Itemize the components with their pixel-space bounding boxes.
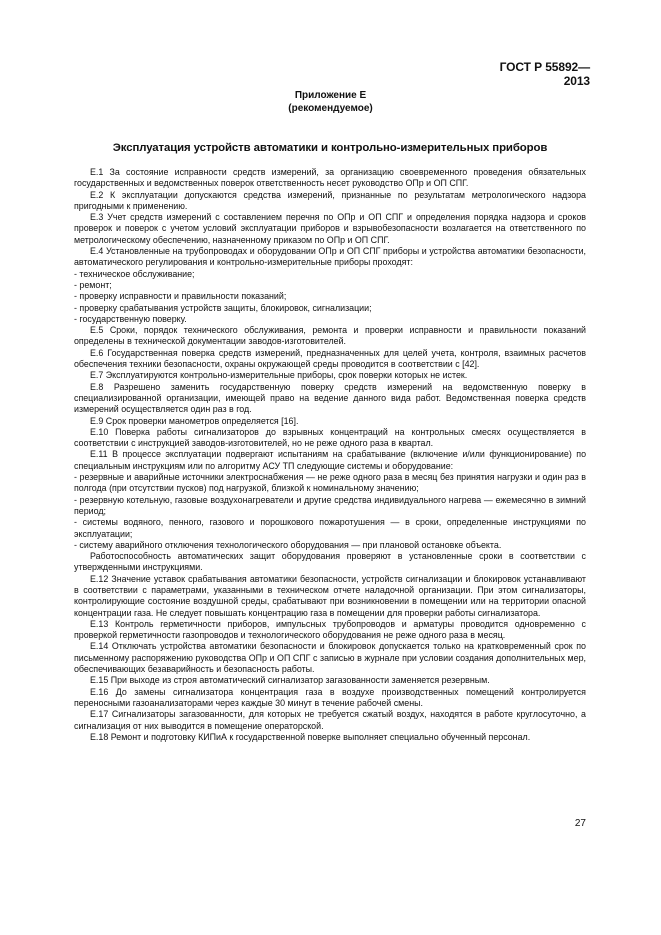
paragraph: Е.6 Государственная поверка средств измерений, предназначенных для целей учета, контроля, взаимных расчетов обеспечения техники безопасности, охраны окружающей среды проводится в соответствии с [42]. (74, 347, 586, 370)
body-text (74, 167, 586, 743)
list-item: - системы водяного, пенного, газового и порошкового пожаротушения — в сроки, определенные инструкциями по эксплуатации; (74, 517, 586, 539)
paragraph: Е.12 Значение уставок срабатывания автоматики безопасности, устройств сигнализации и блокировок устанавливают в соответствии с параметрами, указанными в техническом отчете наладочной организации. При этом сигнализаторы, контролирующие состояние воздушной среды, срабатывают при возникновении в помещении или на территории опасной концентрации газа. Не следует повышать концентрацию газа в помещении для проверки работы сигнализатора. (74, 573, 586, 618)
paragraph: Е.10 Поверка работы сигнализаторов до взрывных концентраций на контрольных смесях осуществляется в соответствии с инструкцией заводов-изготовителей, но не реже одного раза в квартал. (74, 426, 586, 449)
document-code: ГОСТ Р 55892—2013 (499, 60, 590, 88)
appendix-title: Приложение Е (294, 90, 367, 101)
list-item: - проверку срабатывания устройств защиты, блокировок, сигнализации; (74, 302, 372, 313)
paragraph: Е.15 При выходе из строя автоматический сигнализатор загазованности заменяется резервным. (90, 675, 490, 686)
section-title: Эксплуатация устройств автоматики и контрольно-измерительных приборов (112, 142, 548, 154)
paragraph: Е.11 В процессе эксплуатации подвергают испытаниям на срабатывание (включение и/или функционирование) по специальным инструкциям или по алгоритму АСУ ТП следующие системы и оборудование: (74, 449, 586, 471)
paragraph: Е.5 Сроки, порядок технического обслуживания, ремонта и проверки исправности и правильности показаний определены в технической документации заводов-изготовителей. (74, 325, 586, 347)
list-item: - государственную поверку. (74, 313, 187, 324)
list-item: - проверку исправности и правильности показаний; (74, 291, 287, 302)
paragraph: Е.9 Срок проверки манометров определяется [16]. (90, 415, 299, 426)
paragraph: Е.1 За состояние исправности средств измерений, за организацию своевременного проведения обязательных государственных и ведомственных поверок ответственность несет руководство ОПр и ОП СПГ. (74, 167, 586, 189)
paragraph: Е.14 Отключать устройства автоматики безопасности и блокировок допускается только на кратковременный срок по письменному распоряжению руководства ОПр и ОП СПГ с записью в журнале при условии создания дополнительных мер, обеспечивающих безаварийность и безопасность работы. (74, 641, 586, 675)
paragraph: Е.4 Установленные на трубопроводах и оборудовании ОПр и ОП СПГ приборы и устройства автоматики безопасности, автоматического регулирования и контрольно-измерительные приборы проходят: (74, 246, 586, 268)
page-number: 27 (574, 818, 586, 829)
appendix-note: (рекомендуемое) (288, 103, 373, 114)
paragraph: Е.3 Учет средств измерений с составлением перечня по ОПр и ОП СПГ и определения порядка надзора и сроков проверок и поверок с учетом условий эксплуатации приборов и взрывобезопасности возлагается на ответственного по метрологическому обеспечению, назначенному приказом по ОПр и ОП СПГ. (74, 212, 586, 245)
list-item: - систему аварийного отключения технологического оборудования — при плановой остановке объекта. (74, 539, 502, 550)
list-item: - резервную котельную, газовые воздухонагреватели и другие средства индивидуального нагрева — ежемесячно в зимний период; (74, 494, 586, 516)
paragraph: Е.8 Разрешено заменить государственную поверку средств измерений на ведомственную поверку в специализированной организации, имеющей право на ведение данного вида работ. Ведомственная поверка средств измерений осуществляется один раз в год. (74, 381, 586, 415)
paragraph: Е.2 К эксплуатации допускаются средства измерений, признанные по результатам метрологического надзора пригодными к применению. (74, 189, 586, 211)
paragraph: Е.17 Сигнализаторы загазованности, для которых не требуется сжатый воздух, находятся в работе круглосуточно, а сигнализация от них выводится в помещение операторской. (74, 709, 586, 731)
paragraph: Е.16 До замены сигнализатора концентрация газа в воздухе производственных помещений контролируется переносными газоанализаторами через каждые 30 минут в течение рабочей смены. (74, 686, 586, 708)
list-item: - резервные и аварийные источники электроснабжения — не реже одного раза в месяц без принятия нагрузки и один раз в полгода (при отсутствии пусков) под нагрузкой, близкой к номинальному значению; (74, 472, 586, 494)
paragraph: Е.7 Эксплуатируются контрольно-измерительные приборы, срок поверки которых не истек. (90, 370, 468, 381)
paragraph: Е.18 Ремонт и подготовку КИПиА к государственной поверке выполняет специально обученный персонал. (90, 731, 531, 742)
list-item: - техническое обслуживание; (74, 268, 195, 279)
paragraph: Е.13 Контроль герметичности приборов, импульсных трубопроводов и арматуры проводится одновременно с проверкой герметичности газопроводов и технологического оборудования не реже одного раза в месяц. (74, 618, 586, 641)
list-item: - ремонт; (74, 279, 112, 290)
paragraph: Работоспособность автоматических защит оборудования проверяют в установленные сроки в соответствии с утвержденными инструкциями. (74, 551, 586, 573)
